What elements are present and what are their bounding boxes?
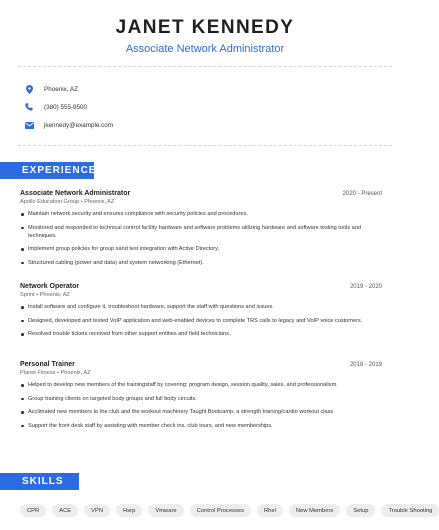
bullet-item: Helped to develop new members of the trainingstaff by covering: program design, session quality, sales, and professionalism. <box>20 381 382 389</box>
map-pin-icon <box>22 85 36 94</box>
skill-chip: ACE <box>52 504 78 517</box>
location-text: Phoenix, AZ <box>44 85 78 93</box>
skill-chip: New Members <box>289 504 340 517</box>
contact-location <box>22 80 382 98</box>
candidate-name: JANET KENNEDY <box>115 17 295 38</box>
phone-icon <box>22 103 36 111</box>
job-title: Associate Network Administrator <box>20 190 131 197</box>
resume-header <box>0 0 410 56</box>
bullet-item: Acclimated new members to the club and the workout machinery Taught Bootcamp, a strength training/cardio workout class <box>20 408 382 416</box>
job-dates: 2020 - Present <box>342 191 382 197</box>
skill-chip: Trouble Shooting <box>381 504 439 517</box>
bullet-item: Structured cabling (power and data) and system networking (Ethernet). <box>20 259 382 267</box>
skill-chip: VPN <box>84 504 110 517</box>
bullet-item: Install software and configure it, troubleshoot hardware, support the staff with questions and issues. <box>20 303 382 311</box>
experience-heading: EXPERIENCE <box>0 162 94 179</box>
job-header <box>20 361 382 368</box>
skill-chip: Hsrp <box>116 504 142 517</box>
bullet-item: Support the front desk staff by assisting with member check ins, club tours, and new memberships. <box>20 422 382 430</box>
job-entry <box>20 190 382 267</box>
job-title: Personal Trainer <box>20 361 75 368</box>
job-dates: 2018 - 2019 <box>349 362 382 368</box>
contact-divider <box>18 145 392 146</box>
skill-chip: Vmware <box>148 504 183 517</box>
job-entry <box>20 361 382 430</box>
bullet-item: Resolved trouble tickets received from other support entities and field technicians. <box>20 330 382 338</box>
contact-phone <box>22 98 382 116</box>
job-header <box>20 283 382 290</box>
bullet-item: Group training clients on targeted body groups and full body circuits. <box>20 395 382 403</box>
job-company: Sprint • Phoenix, AZ <box>20 292 70 298</box>
envelope-icon <box>22 122 36 129</box>
skill-chip: CPR <box>20 504 46 517</box>
job-bullets <box>20 303 382 338</box>
contact-email <box>22 116 382 134</box>
skill-chip: Control Processes <box>190 504 251 517</box>
skill-chip: Rhel <box>257 504 283 517</box>
job-bullets <box>20 210 382 267</box>
candidate-title: Associate Network Administrator <box>125 43 285 55</box>
email-text[interactable]: jkennedy@example.com <box>44 121 114 129</box>
skill-chip: Setup <box>346 504 375 517</box>
skills-list <box>20 504 439 517</box>
job-company: Apollo Education Group • Phoenix, AZ <box>20 199 115 205</box>
job-title: Network Operator <box>20 283 80 290</box>
job-company: Planet Fitness • Phoenix, AZ <box>20 370 91 376</box>
bullet-item: Maintain network security and ensures compliance with security policies and procedures. <box>20 210 382 218</box>
skills-heading: SKILLS <box>0 473 79 490</box>
job-header <box>20 190 382 197</box>
job-bullets <box>20 381 382 430</box>
contact-list <box>22 80 382 134</box>
bullet-item: Designed, developed and tested VoIP application and web-enabled devices to complete TRS calls to legacy and VoIP voice customers. <box>20 317 382 325</box>
bullet-item: Monitored and responded to technical control facility hardware and software problems utilizing hardware and software testing tools and techniques. <box>20 224 382 240</box>
phone-text: (380) 555-9500 <box>44 103 88 111</box>
header-divider <box>18 66 392 67</box>
job-entry <box>20 283 382 338</box>
bullet-item: Implement group policies for group sand test integration with Active Directory. <box>20 245 382 253</box>
job-dates: 2019 - 2020 <box>349 284 382 290</box>
